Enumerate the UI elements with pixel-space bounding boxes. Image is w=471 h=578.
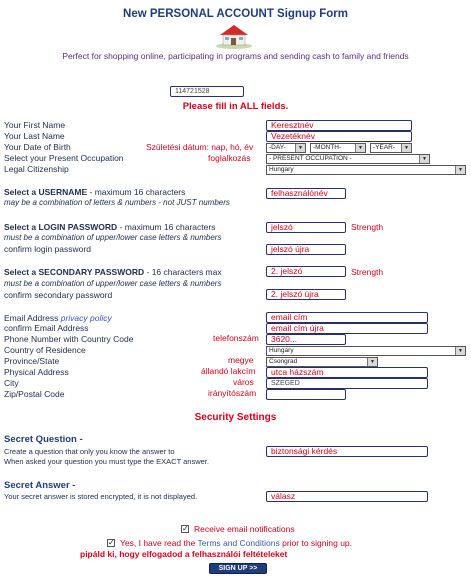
first-name-label: Your First Name <box>4 120 66 130</box>
secret-question-heading: Secret Question - <box>4 434 83 445</box>
secondary-password-input[interactable]: 2. jelszó <box>266 266 346 277</box>
occupation-label: Select your Present Occupation <box>4 153 124 163</box>
privacy-policy-link[interactable]: privacy policy <box>60 313 112 323</box>
citizenship-label: Legal Citizenship <box>4 164 69 174</box>
last-name-input[interactable]: Vezetéknév <box>266 131 412 142</box>
citizenship-select[interactable]: Hungary ▼ <box>266 165 466 175</box>
login-password-note: must be a combination of upper/lower case letters & numbers <box>4 233 222 242</box>
province-label: Province/State <box>4 356 60 366</box>
confirm-email-label: confirm Email Address <box>4 323 89 333</box>
phone-label: Phone Number with Country Code <box>4 334 134 344</box>
secret-answer-desc: Your secret answer is stored encrypted, it is not displayed. <box>4 492 198 501</box>
occupation-select[interactable]: - PRESENT OCCUPATION - ▼ <box>266 154 430 164</box>
terms-hint: pipáld ki, hogy elfogadod a felhasználói feltételeket <box>80 549 288 559</box>
city-input[interactable]: SZEGED <box>266 378 428 389</box>
dob-hint: Születési dátum: nap, hó, év <box>146 142 254 152</box>
secret-question-desc-1: Create a question that only you know the answer to <box>4 447 175 456</box>
login-password-heading: Select a LOGIN PASSWORD - maximum 16 characters <box>4 222 216 232</box>
chevron-down-icon: ▼ <box>295 144 305 152</box>
city-hint: város <box>233 377 254 387</box>
username-note: may be a combination of letters & numbers - not JUST numbers <box>4 198 230 207</box>
secret-question-input[interactable]: biztonsági kérdés <box>266 446 428 457</box>
dob-month-select[interactable]: -MONTH- ▼ <box>310 143 366 153</box>
chevron-down-icon: ▼ <box>401 144 411 152</box>
zip-hint: irányítószám <box>208 388 257 398</box>
confirm-email-input[interactable]: email cím újra <box>266 323 428 334</box>
secondary-password-strength: Strength <box>351 267 384 277</box>
secondary-password-note: must be a combination of upper/lower case letters & numbers <box>4 279 222 288</box>
house-logo-icon <box>214 21 254 49</box>
city-label: City <box>4 378 19 388</box>
fill-all-notice: Please fill in ALL fields. <box>182 101 289 112</box>
signup-button[interactable]: SIGN UP >> <box>209 563 267 574</box>
zip-label: Zip/Postal Code <box>4 389 65 399</box>
first-name-input[interactable]: Keresztnév <box>266 120 412 131</box>
province-hint: megye <box>228 355 254 365</box>
page-title: New PERSONAL ACCOUNT Signup Form <box>123 8 348 20</box>
login-password-strength: Strength <box>351 222 384 232</box>
confirm-secondary-password-input[interactable]: 2. jelszó újra <box>266 289 346 300</box>
address-label: Physical Address <box>4 367 69 377</box>
occupation-hint: foglalkozás <box>208 153 251 163</box>
email-input[interactable]: email cím <box>266 312 428 323</box>
phone-input[interactable]: 3620... <box>266 334 346 345</box>
email-label: Email Address privacy policy <box>4 313 112 323</box>
secret-answer-heading: Secret Answer - <box>4 480 76 491</box>
confirm-secondary-password-label: confirm secondary password <box>4 290 113 300</box>
country-select[interactable]: Hungary ▼ <box>266 346 466 356</box>
secret-answer-input[interactable]: válasz <box>266 491 428 502</box>
tagline: Perfect for shopping online, participating in programs and sending cash to family and friends <box>62 51 409 61</box>
chevron-down-icon: ▼ <box>455 166 465 174</box>
address-input[interactable]: utca házszám <box>266 367 428 378</box>
chevron-down-icon: ▼ <box>419 155 429 163</box>
terms-label: Yes, I have read the Terms and Conditions prior to signing up. <box>120 538 353 548</box>
secret-question-desc-2: When asked your question you must type the EXACT answer. <box>4 457 209 466</box>
security-settings-title: Security Settings <box>194 412 277 423</box>
last-name-label: Your Last Name <box>4 131 65 141</box>
username-input[interactable]: felhasználónév <box>266 188 346 199</box>
login-password-input[interactable]: jelszó <box>266 222 346 233</box>
confirm-login-password-label: confirm login password <box>4 244 91 254</box>
chevron-down-icon: ▼ <box>455 347 465 355</box>
address-hint: állandó lakcím <box>201 366 256 376</box>
province-select[interactable]: Csongrad ▼ <box>266 357 378 367</box>
dob-label: Your Date of Birth <box>4 142 71 152</box>
receive-email-checkbox[interactable]: ✓ <box>182 524 189 533</box>
account-id-field[interactable]: 114721528 <box>170 86 244 97</box>
username-heading: Select a USERNAME - maximum 16 characters <box>4 187 186 197</box>
receive-email-label: Receive email notifications <box>194 524 295 534</box>
country-label: Country of Residence <box>4 345 86 355</box>
chevron-down-icon: ▼ <box>367 358 377 366</box>
secondary-password-heading: Select a SECONDARY PASSWORD - 16 characters max <box>4 267 222 277</box>
terms-checkbox[interactable]: ✓ <box>108 538 115 547</box>
chevron-down-icon: ▼ <box>355 144 365 152</box>
phone-hint: telefonszám <box>213 333 259 343</box>
zip-input[interactable] <box>266 389 346 400</box>
confirm-login-password-input[interactable]: jelszó újra <box>266 244 346 255</box>
dob-day-select[interactable]: -DAY- ▼ <box>266 143 306 153</box>
dob-year-select[interactable]: -YEAR- ▼ <box>370 143 412 153</box>
terms-link[interactable]: Terms and Conditions <box>197 538 280 548</box>
